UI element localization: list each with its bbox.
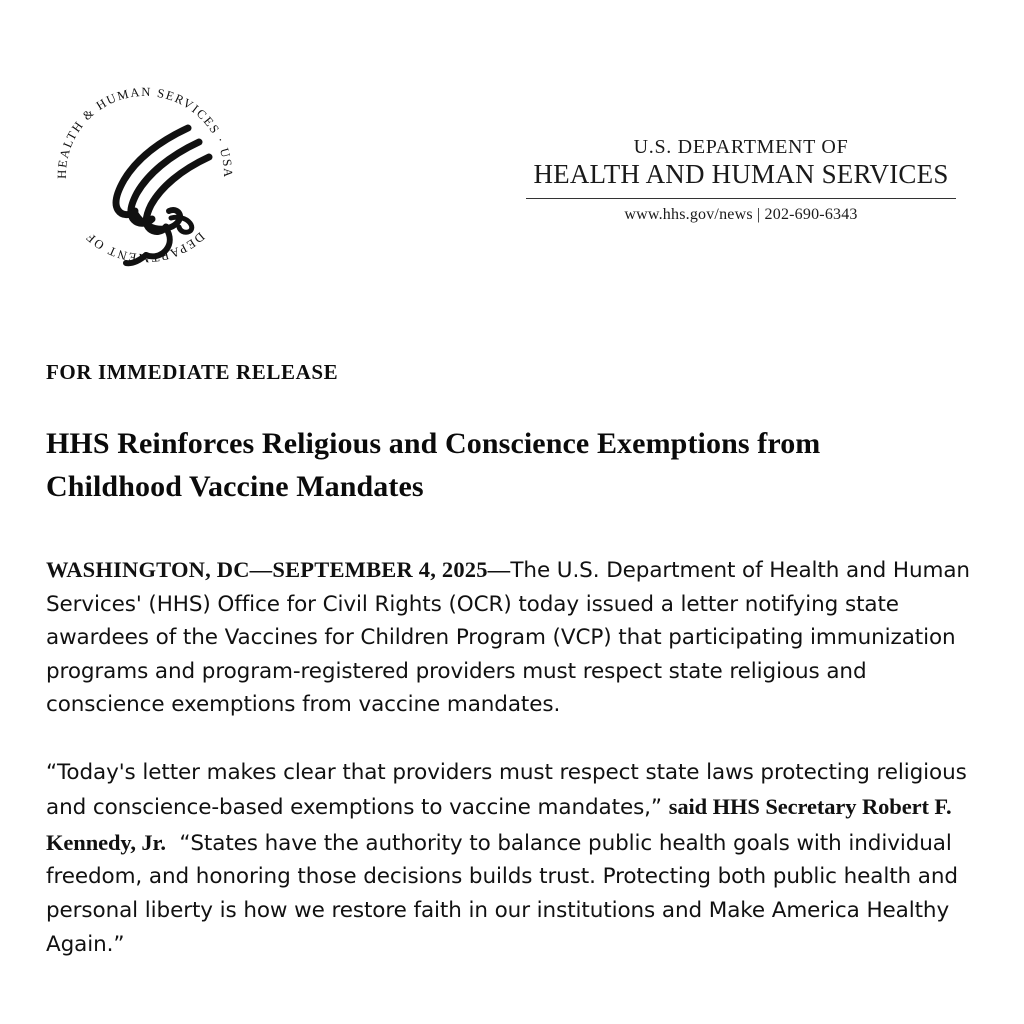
letterhead-contact: www.hhs.gov/news | 202-690-6343 [624, 205, 858, 223]
svg-text:HEALTH & HUMAN SERVICES · USA: HEALTH & HUMAN SERVICES · USA [54, 84, 236, 179]
department-line-2: HEALTH AND HUMAN SERVICES [533, 159, 949, 189]
dateline: WASHINGTON, DC—SEPTEMBER 4, 2025— [46, 557, 511, 583]
release-paragraph-1-text: The U.S. Department of Health and Human Services' (HHS) Office for Civil Rights (OCR) today issued a letter notifying state awardees of the Vaccines for Children Program (VCP) that participating immunization programs and program-registered providers must respect state religious and conscience exemptions from vaccine mandates. [46, 558, 970, 718]
letterhead-divider [526, 198, 956, 199]
quote-part-1: “Today's letter makes clear that providers must respect state laws protecting religious and conscience-based exemptions to vaccine mandates,” [46, 759, 967, 821]
immediate-release-label: FOR IMMEDIATE RELEASE [46, 360, 339, 384]
quote-attribution: said HHS Secretary Robert F. Kennedy, Jr. [46, 794, 952, 855]
quote-part-2: “States have the authority to balance public health goals with individual freedom, and honoring those decisions builds trust. Protecting both public health and personal liberty is how we restore faith in our institutions and Make America Healthy Again.” [46, 830, 958, 957]
release-paragraph-2 [46, 756, 976, 961]
department-line-1: U.S. DEPARTMENT OF [633, 136, 849, 158]
department-title-block [526, 136, 956, 224]
letterhead [0, 0, 1024, 300]
release-paragraph-1 [46, 552, 976, 722]
release-body [46, 360, 976, 995]
hhs-seal-icon [38, 68, 253, 283]
page-title: HHS Reinforces Religious and Conscience Exemptions from Childhood Vaccine Mandates [46, 427, 821, 503]
svg-text:DEPARTMENT OF: DEPARTMENT OF [82, 229, 208, 266]
